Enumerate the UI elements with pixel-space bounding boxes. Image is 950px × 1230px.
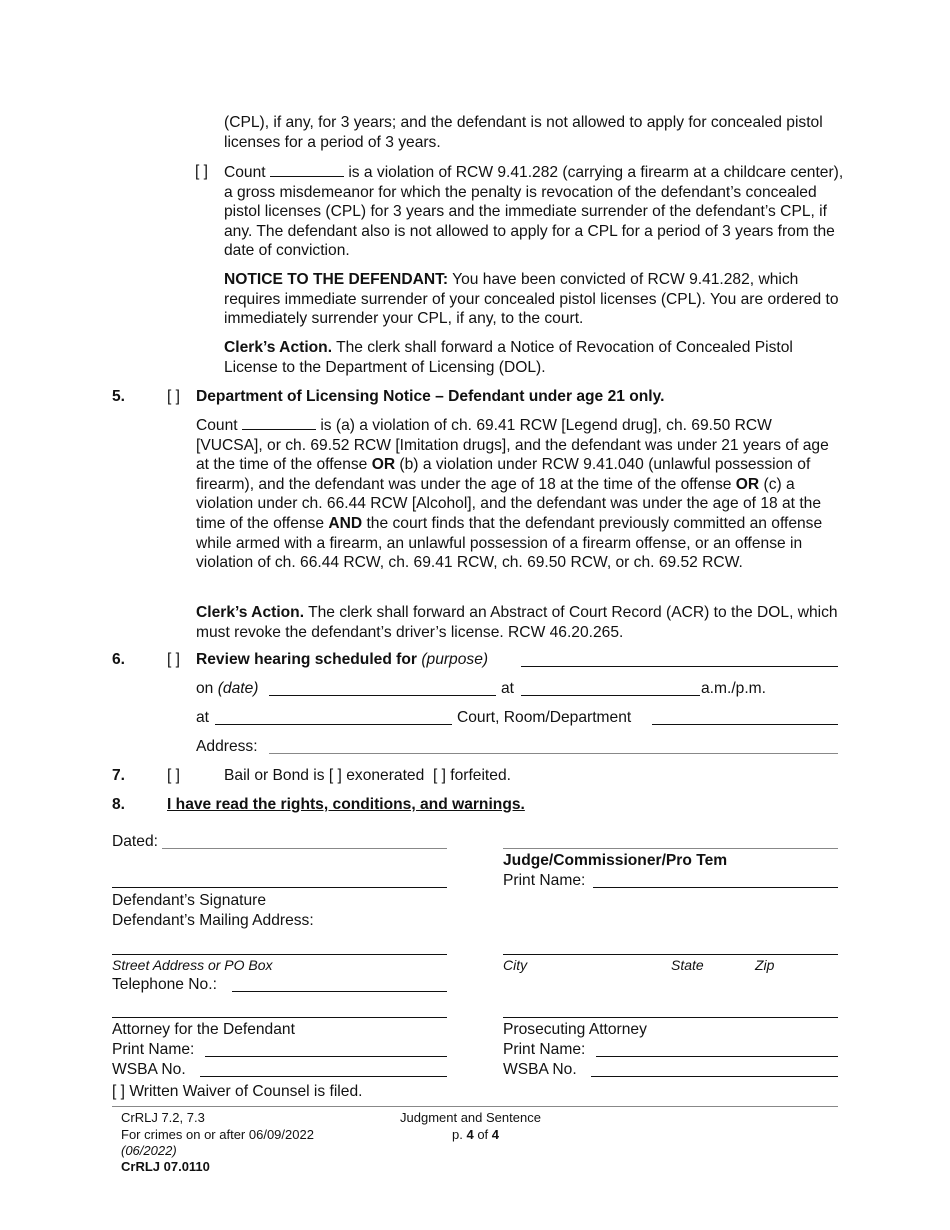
prosecutor-wsba-field[interactable] xyxy=(591,1076,838,1077)
purpose-label: (purpose) xyxy=(421,651,489,668)
clerk-action-label: Clerk’s Action. xyxy=(196,604,305,621)
prosecutor-print-name-label: Print Name: xyxy=(503,1041,586,1058)
page-prefix: p. xyxy=(452,1127,467,1142)
review-hearing-label xyxy=(196,650,488,670)
footer-page-number xyxy=(452,1127,499,1143)
attorney-print-name-field[interactable] xyxy=(205,1056,447,1057)
clerk-action-text: The clerk shall forward a Notice of Revocation of Concealed Pistol License to the Department of Licensing (DOL). xyxy=(224,339,793,376)
room-department-field[interactable] xyxy=(652,724,838,725)
date-label xyxy=(196,679,258,699)
section-7-number: 7. xyxy=(112,767,126,784)
prosecutor-signature-line[interactable] xyxy=(503,1017,838,1018)
section-6-number: 6. xyxy=(112,651,126,668)
forfeited-checkbox[interactable]: [ ] xyxy=(432,767,446,784)
bail-bond-text: Bail or Bond is xyxy=(224,767,329,784)
time-at-label: at xyxy=(501,680,515,697)
location-at-label: at xyxy=(196,709,210,726)
footer-form-id: CrRLJ 07.0110 xyxy=(121,1159,210,1174)
attorney-print-name-label: Print Name: xyxy=(112,1041,195,1058)
cpl-continuation-text: (CPL), if any, for 3 years; and the defendant is not allowed to apply for concealed pistol licenses for a period of 3 years. xyxy=(224,114,823,151)
zip-label: Zip xyxy=(755,957,775,973)
city-label: City xyxy=(503,957,528,973)
section-6-checkbox[interactable]: [ ] xyxy=(167,651,180,668)
waiver-of-counsel[interactable]: [ ] Written Waiver of Counsel is filed. xyxy=(112,1083,363,1100)
bail-bond-line xyxy=(224,766,511,786)
section-5-paragraph xyxy=(196,415,842,573)
s5-and: AND xyxy=(328,514,363,532)
ampm-label: a.m./p.m. xyxy=(701,680,766,697)
clerk-action-text: The clerk shall forward an Abstract of Court Record (ACR) to the DOL, which must revoke the defendant’s driver’s license. RCW 46.20.265. xyxy=(196,604,838,641)
clerk-action-dol xyxy=(196,603,844,642)
count-282-paragraph xyxy=(224,162,844,261)
state-label: State xyxy=(671,957,704,973)
attorney-for-defendant-label: Attorney for the Defendant xyxy=(112,1021,295,1038)
on-label: on xyxy=(196,680,214,697)
judge-signature-line[interactable] xyxy=(503,848,838,849)
court-field[interactable] xyxy=(215,724,452,725)
date-field[interactable] xyxy=(269,695,496,696)
rights-acknowledgement: I have read the rights, conditions, and warnings. xyxy=(167,796,525,813)
count-word: Count xyxy=(224,164,266,181)
telephone-field[interactable] xyxy=(232,991,447,992)
count-282-checkbox[interactable]: [ ] xyxy=(195,163,208,180)
footer-doc-title: Judgment and Sentence xyxy=(400,1110,541,1125)
attorney-wsba-label: WSBA No. xyxy=(112,1061,186,1078)
purpose-field[interactable] xyxy=(521,666,838,667)
prosecuting-attorney-label: Prosecuting Attorney xyxy=(503,1021,647,1038)
court-room-label: Court, Room/Department xyxy=(457,709,632,726)
prosecutor-wsba-label: WSBA No. xyxy=(503,1061,577,1078)
street-label: Street Address or PO Box xyxy=(112,957,273,973)
city-state-zip-field[interactable] xyxy=(503,954,838,955)
s5-or-2: OR xyxy=(735,475,760,493)
section-8-number: 8. xyxy=(112,796,126,813)
attorney-wsba-field[interactable] xyxy=(200,1076,447,1077)
notice-text: You have been convicted of RCW 9.41.282, which requires immediate surrender of your concealed pistol licenses (CPL). You are ordered to immediately surrender your CPL, if any, to the court. xyxy=(224,271,839,328)
defendant-signature-label: Defendant’s Signature xyxy=(112,892,267,909)
dated-field[interactable] xyxy=(162,848,447,849)
attorney-signature-line[interactable] xyxy=(112,1017,447,1018)
prosecutor-print-name-field[interactable] xyxy=(596,1056,838,1057)
address-field[interactable] xyxy=(269,753,838,754)
notice-label: NOTICE TO THE DEFENDANT: xyxy=(224,271,449,288)
count-word: Count xyxy=(196,417,238,434)
clerk-action-label: Clerk’s Action. xyxy=(224,339,333,356)
forfeited-label: forfeited. xyxy=(445,767,511,784)
count-5-blank[interactable] xyxy=(242,415,316,430)
footer-rule: CrRLJ 7.2, 7.3 xyxy=(121,1110,205,1125)
address-label: Address: xyxy=(196,738,258,755)
section-5-checkbox[interactable]: [ ] xyxy=(167,388,180,405)
exonerated-label: exonerated xyxy=(341,767,429,784)
s5-text-2: (b) a violation under RCW 9.41.040 (unlawful possession of firearm), and the defendant was under the age of 18 at the time of the offense xyxy=(196,456,811,493)
footer-revision: (06/2022) xyxy=(121,1143,177,1158)
page-current: 4 xyxy=(466,1127,474,1142)
review-hearing-title: Review hearing scheduled for xyxy=(196,651,417,668)
exonerated-checkbox[interactable]: [ ] xyxy=(328,767,342,784)
section-5-title: Department of Licensing Notice – Defendant under age 21 only. xyxy=(196,388,665,405)
street-address-field[interactable] xyxy=(112,954,447,955)
telephone-label: Telephone No.: xyxy=(112,976,217,993)
section-5-number: 5. xyxy=(112,388,126,405)
footer-crimes-after: For crimes on or after 06/09/2022 xyxy=(121,1127,314,1142)
section-7-checkbox[interactable]: [ ] xyxy=(167,767,180,784)
judge-print-name-label: Print Name: xyxy=(503,872,586,889)
judge-print-name-field[interactable] xyxy=(593,887,838,888)
date-italic: (date) xyxy=(217,680,259,697)
defendant-signature-line[interactable] xyxy=(112,887,447,888)
page-total: 4 xyxy=(491,1127,500,1142)
judge-title: Judge/Commissioner/Pro Tem xyxy=(503,852,728,869)
notice-to-defendant xyxy=(224,270,844,329)
page-of: of xyxy=(473,1127,492,1142)
dated-label: Dated: xyxy=(112,833,158,850)
clerk-action-cpl xyxy=(224,338,844,377)
count-282-text: is a violation of RCW 9.41.282 (carrying a firearm at a childcare center), a gross misdemeanor for which the penalty is revocation of the defendant’s concealed pistol licenses (CPL) for 3 years and the immediate surrender of the defendant’s CPL, if any. The defendant also is not allowed to apply for a CPL for a period of 3 years from the date of conviction. xyxy=(224,164,844,260)
s5-text-1: is (a) a violation of ch. 69.41 RCW [Legend drug], ch. 69.50 RCW [VUCSA], or ch. 69.52 RCW [Imitation drugs], and the defendant was under 21 years of age at the time of the offense xyxy=(196,417,829,474)
s5-text-4: the court finds that the defendant previously committed an offense while armed with a firearm, an unlawful possession of a firearm offense, or an offense in violation of ch. 66.44 RCW, ch. 69.41 RCW, ch. 69.50 RCW, or ch. 69.52 RCW. xyxy=(196,514,823,572)
s5-text-3: (c) a violation under ch. 66.44 RCW [Alcohol], and the defendant was under the age of 18 at the time of the offense xyxy=(196,475,822,532)
footer-divider xyxy=(112,1106,838,1107)
defendant-mailing-label: Defendant’s Mailing Address: xyxy=(112,912,314,929)
s5-or-1: OR xyxy=(371,456,396,474)
count-282-blank[interactable] xyxy=(270,162,344,177)
time-field[interactable] xyxy=(521,695,700,696)
